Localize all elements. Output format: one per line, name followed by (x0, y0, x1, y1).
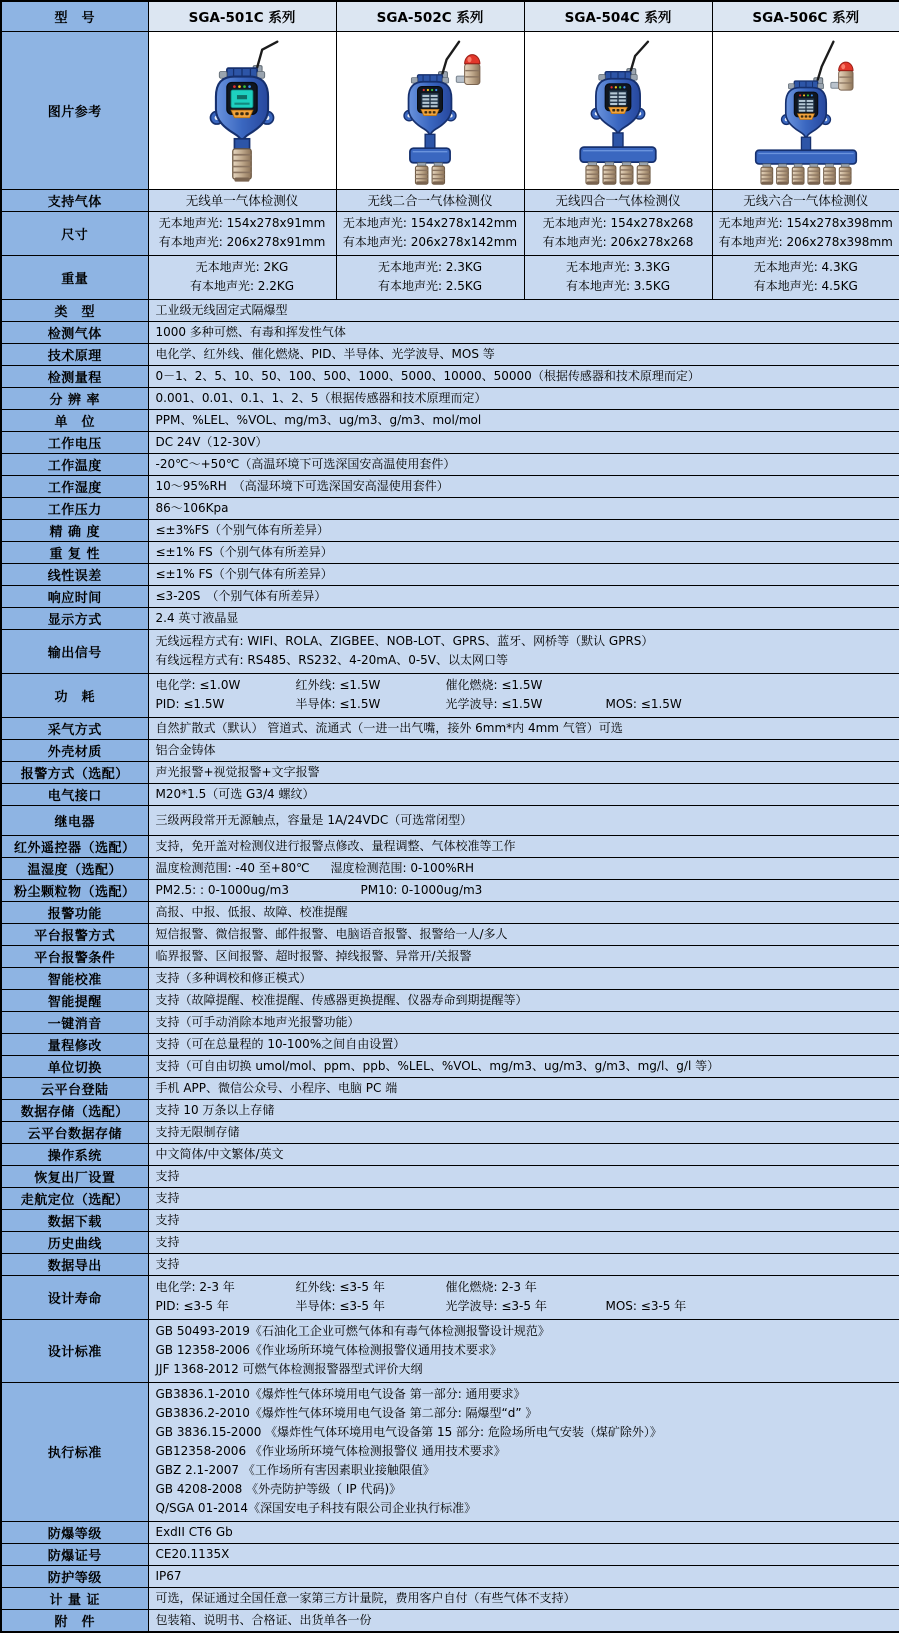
spec-row-label: 分 辨 率 (1, 387, 148, 409)
spec-row-value: 支持 (148, 1187, 899, 1209)
spec-row-value: 支持 10 万条以上存储 (148, 1099, 899, 1121)
spec-row-label: 工作电压 (1, 431, 148, 453)
spec-row-label: 技术原理 (1, 343, 148, 365)
spec-row-label: 温湿度（选配） (1, 857, 148, 879)
spec-row-value: PM2.5: : 0-1000ug/m3 PM10: 0-1000ug/m3 (148, 879, 899, 901)
spec-row-value: -20℃～+50℃（高温环境下可选深国安高温使用套件） (148, 453, 899, 475)
spec-row-label: 采气方式 (1, 717, 148, 739)
gas-row (1, 189, 899, 211)
spec-row-label: 平台报警条件 (1, 945, 148, 967)
spec-row-value: 工业级无线固定式隔爆型 (148, 299, 899, 321)
spec-row-label: 防爆等级 (1, 1521, 148, 1543)
spec-row-value: 支持（故障提醒、校准提醒、传感器更换提醒、仪器寿命到期提醒等） (148, 989, 899, 1011)
model-name-sga-506c: SGA-506C 系列 (712, 1, 899, 31)
spec-row-label: 平台报警方式 (1, 923, 148, 945)
spec-row (1, 321, 899, 343)
weight-row-value: 无本地声光: 3.3KG 有本地声光: 3.5KG (524, 255, 712, 299)
header-row (1, 1, 899, 31)
gas-row-value: 无线四合一气体检测仪 (524, 189, 712, 211)
spec-row-label: 一键消音 (1, 1011, 148, 1033)
spec-row (1, 835, 899, 857)
spec-row-label: 数据导出 (1, 1253, 148, 1275)
spec-row-value: 自然扩散式（默认） 管道式、流通式（一进一出气嘴，接外 6mm*内 4mm 气管）可选 (148, 717, 899, 739)
spec-row (1, 717, 899, 739)
spec-row-label: 数据下载 (1, 1209, 148, 1231)
spec-row (1, 783, 899, 805)
spec-row-value: 0－1、2、5、10、50、100、500、1000、5000、10000、50000（根据传感器和技术原理而定） (148, 365, 899, 387)
product-image-sga-504c (524, 31, 712, 189)
spec-row-value: ≤±1% FS（个别气体有所差异） (148, 541, 899, 563)
spec-row-value: 支持（可自由切换 umol/mol、ppm、ppb、%LEL、%VOL、mg/m3、ug/m3、g/m3、mg/l、g/l 等） (148, 1055, 899, 1077)
spec-row (1, 805, 899, 835)
spec-row-value: 短信报警、微信报警、邮件报警、电脑语音报警、报警给一人/多人 (148, 923, 899, 945)
spec-row (1, 1099, 899, 1121)
spec-row (1, 1033, 899, 1055)
spec-row-value: M20*1.5（可选 G3/4 螺纹） (148, 783, 899, 805)
spec-row-label: 防护等级 (1, 1565, 148, 1587)
size-row-value: 无本地声光: 154x278x91mm 有本地声光: 206x278x91mm (148, 211, 336, 255)
spec-row-value: 三级两段常开无源触点，容量是 1A/24VDC（可选常闭型） (148, 805, 899, 835)
spec-row-value: 支持 (148, 1253, 899, 1275)
gas-row-value: 无线六合一气体检测仪 (712, 189, 899, 211)
spec-row-value: CE20.1135X (148, 1543, 899, 1565)
spec-row-label: 量程修改 (1, 1033, 148, 1055)
spec-row (1, 1077, 899, 1099)
spec-row-value: 电化学: ≤1.0W 红外线: ≤1.5W 催化燃烧: ≤1.5W PID: ≤1.5W 半导体: ≤1.5W 光学波导: ≤1.5W MOS: ≤1.5W (148, 673, 899, 717)
spec-row-value: 可选，保证通过全国任意一家第三方计量院，费用客户自付（有些气体不支持） (148, 1587, 899, 1609)
spec-row (1, 585, 899, 607)
spec-row (1, 629, 899, 673)
spec-row-label: 工作压力 (1, 497, 148, 519)
spec-row (1, 1565, 899, 1587)
spec-row-value: 2.4 英寸液晶显 (148, 607, 899, 629)
spec-row (1, 519, 899, 541)
spec-row-value: 10～95%RH （高湿环境下可选深国安高湿使用套件） (148, 475, 899, 497)
spec-row-label: 响应时间 (1, 585, 148, 607)
spec-row (1, 1209, 899, 1231)
spec-row (1, 1382, 899, 1521)
spec-row-label: 工作湿度 (1, 475, 148, 497)
spec-row (1, 607, 899, 629)
spec-row (1, 563, 899, 585)
spec-row (1, 739, 899, 761)
spec-row-label: 输出信号 (1, 629, 148, 673)
spec-row (1, 1275, 899, 1319)
spec-row (1, 923, 899, 945)
product-image-sga-506c (712, 31, 899, 189)
spec-row-label: 设计寿命 (1, 1275, 148, 1319)
spec-row (1, 673, 899, 717)
spec-row-label: 线性误差 (1, 563, 148, 585)
spec-row (1, 1253, 899, 1275)
spec-row (1, 1187, 899, 1209)
size-row-value: 无本地声光: 154x278x398mm 有本地声光: 206x278x398mm (712, 211, 899, 255)
spec-row-label: 报警方式（选配） (1, 761, 148, 783)
spec-row-label: 精 确 度 (1, 519, 148, 541)
spec-row-value: 高报、中报、低报、故障、校准提醒 (148, 901, 899, 923)
model-name-sga-504c: SGA-504C 系列 (524, 1, 712, 31)
spec-row-label: 电气接口 (1, 783, 148, 805)
spec-row-label: 检测量程 (1, 365, 148, 387)
spec-row-label: 智能校准 (1, 967, 148, 989)
spec-row-value: 铝合金铸体 (148, 739, 899, 761)
size-row (1, 211, 899, 255)
spec-row (1, 1055, 899, 1077)
spec-row-value: GB 50493-2019《石油化工企业可燃气体和有毒气体检测报警设计规范》 GB 12358-2006《作业场所环境气体检测报警仪通用技术要求》 JJF 1368-2012 可燃气体检测报警器型式评价大纲 (148, 1319, 899, 1382)
spec-row-label: 恢复出厂设置 (1, 1165, 148, 1187)
product-image-sga-501c (148, 31, 336, 189)
spec-row (1, 945, 899, 967)
spec-row-label: 功 耗 (1, 673, 148, 717)
model-name-sga-501c: SGA-501C 系列 (148, 1, 336, 31)
spec-row-value: 支持 (148, 1165, 899, 1187)
spec-row-label: 设计标准 (1, 1319, 148, 1382)
spec-row-value: 手机 APP、微信公众号、小程序、电脑 PC 端 (148, 1077, 899, 1099)
spec-row-label: 操作系统 (1, 1143, 148, 1165)
spec-row (1, 879, 899, 901)
spec-row-label: 智能提醒 (1, 989, 148, 1011)
spec-row (1, 409, 899, 431)
gas-detector-illustration (337, 32, 524, 188)
spec-row-label: 重 复 性 (1, 541, 148, 563)
gas-detector-illustration (713, 32, 899, 188)
weight-row (1, 255, 899, 299)
weight-row-value: 无本地声光: 4.3KG 有本地声光: 4.5KG (712, 255, 899, 299)
spec-row (1, 497, 899, 519)
spec-row-label: 红外遥控器（选配） (1, 835, 148, 857)
spec-row-label: 单位切换 (1, 1055, 148, 1077)
spec-row-value: 支持 (148, 1209, 899, 1231)
weight-row-value: 无本地声光: 2.3KG 有本地声光: 2.5KG (336, 255, 524, 299)
spec-row-label: 粉尘颗粒物（选配） (1, 879, 148, 901)
spec-row-label: 类 型 (1, 299, 148, 321)
spec-row (1, 1143, 899, 1165)
gas-row-value: 无线单一气体检测仪 (148, 189, 336, 211)
gas-detector-illustration (525, 32, 712, 188)
spec-row-label: 走航定位（选配） (1, 1187, 148, 1209)
spec-row-label: 数据存储（选配） (1, 1099, 148, 1121)
spec-row-value: IP67 (148, 1565, 899, 1587)
spec-row-label: 继电器 (1, 805, 148, 835)
spec-row-value: ExdII CT6 Gb (148, 1521, 899, 1543)
weight-row-label: 重量 (1, 255, 148, 299)
spec-row-value: 支持，免开盖对检测仪进行报警点修改、量程调整、气体校准等工作 (148, 835, 899, 857)
product-image-sga-502c (336, 31, 524, 189)
spec-row-label: 历史曲线 (1, 1231, 148, 1253)
spec-row-label: 外壳材质 (1, 739, 148, 761)
spec-row-label: 检测气体 (1, 321, 148, 343)
spec-row (1, 541, 899, 563)
spec-row-value: 支持（多种调校和修正模式） (148, 967, 899, 989)
spec-row (1, 857, 899, 879)
gas-row-value: 无线二合一气体检测仪 (336, 189, 524, 211)
spec-row (1, 1121, 899, 1143)
size-row-label: 尺寸 (1, 211, 148, 255)
model-row-label: 型 号 (1, 1, 148, 31)
spec-row-value: 支持（可手动消除本地声光报警功能） (148, 1011, 899, 1033)
spec-row-value: ≤±1% FS（个别气体有所差异） (148, 563, 899, 585)
spec-row-label: 云平台数据存储 (1, 1121, 148, 1143)
spec-row (1, 365, 899, 387)
spec-row-label: 执行标准 (1, 1382, 148, 1521)
spec-row-value: 86～106Kpa (148, 497, 899, 519)
spec-row-value: 中文简体/中文繁体/英文 (148, 1143, 899, 1165)
spec-row (1, 343, 899, 365)
spec-row-label: 显示方式 (1, 607, 148, 629)
spec-row-label: 云平台登陆 (1, 1077, 148, 1099)
spec-row-value: 包装箱、说明书、合格证、出货单各一份 (148, 1609, 899, 1632)
spec-row (1, 967, 899, 989)
image-row-label: 图片参考 (1, 31, 148, 189)
spec-row-value: 支持（可在总量程的 10-100%之间自由设置） (148, 1033, 899, 1055)
spec-row-value: ≤±3%FS（个别气体有所差异） (148, 519, 899, 541)
spec-row (1, 1165, 899, 1187)
spec-row (1, 1543, 899, 1565)
spec-row-label: 防爆证号 (1, 1543, 148, 1565)
spec-row-value: 温度检测范围: -40 至+80℃ 湿度检测范围: 0-100%RH (148, 857, 899, 879)
spec-row-value: 电化学、红外线、催化燃烧、PID、半导体、光学波导、MOS 等 (148, 343, 899, 365)
spec-row (1, 387, 899, 409)
spec-row-value: 声光报警+视觉报警+文字报警 (148, 761, 899, 783)
spec-row (1, 1011, 899, 1033)
model-name-sga-502c: SGA-502C 系列 (336, 1, 524, 31)
spec-row (1, 901, 899, 923)
spec-row (1, 299, 899, 321)
spec-row-value: 1000 多种可燃、有毒和挥发性气体 (148, 321, 899, 343)
spec-row (1, 431, 899, 453)
spec-row-value: ≤3-20S （个别气体有所差异） (148, 585, 899, 607)
spec-row (1, 1609, 899, 1632)
gas-row-label: 支持气体 (1, 189, 148, 211)
spec-row-label: 单 位 (1, 409, 148, 431)
spec-row-value: 支持 (148, 1231, 899, 1253)
weight-row-value: 无本地声光: 2KG 有本地声光: 2.2KG (148, 255, 336, 299)
spec-row-value: 电化学: 2-3 年 红外线: ≤3-5 年 催化燃烧: 2-3 年 PID: ≤3-5 年 半导体: ≤3-5 年 光学波导: ≤3-5 年 MOS: ≤3-5 年 (148, 1275, 899, 1319)
spec-row-label: 报警功能 (1, 901, 148, 923)
spec-row-label: 计 量 证 (1, 1587, 148, 1609)
spec-row (1, 989, 899, 1011)
spec-row-label: 工作温度 (1, 453, 148, 475)
spec-row-value: 无线远程方式有: WIFI、ROLA、ZIGBEE、NOB-LOT、GPRS、蓝牙、网桥等（默认 GPRS） 有线远程方式有: RS485、RS232、4-20mA、0-5V、以太网口等 (148, 629, 899, 673)
spec-row-value: 0.001、0.01、0.1、1、2、5（根据传感器和技术原理而定） (148, 387, 899, 409)
spec-row (1, 453, 899, 475)
gas-detector-illustration (149, 32, 336, 188)
spec-row (1, 475, 899, 497)
spec-row-value: GB3836.1-2010《爆炸性气体环境用电气设备 第一部分: 通用要求》 GB3836.2-2010《爆炸性气体环境用电气设备 第二部分: 隔爆型“d” 》 GB 3836.15-2000 《爆炸性气体环境用电气设备第 15 部分: 危险场所电气安装（煤矿除外）》 GB12358-2006 《作业场所环境气体检测报警仪 通用技术要求》 GBZ 2.1-2007 《工作场所有害因素职业接触限值》 GB 4208-2008 《外壳防护等级（ IP 代码)》 Q/SGA 01-2014《深国安电子科技有限公司企业执行标准》 (148, 1382, 899, 1521)
spec-row (1, 761, 899, 783)
spec-row-value: 临界报警、区间报警、超时报警、掉线报警、异常开/关报警 (148, 945, 899, 967)
image-row (1, 31, 899, 189)
spec-row (1, 1231, 899, 1253)
spec-row (1, 1521, 899, 1543)
spec-row-value: 支持无限制存储 (148, 1121, 899, 1143)
size-row-value: 无本地声光: 154x278x268 有本地声光: 206x278x268 (524, 211, 712, 255)
spec-row (1, 1319, 899, 1382)
size-row-value: 无本地声光: 154x278x142mm 有本地声光: 206x278x142mm (336, 211, 524, 255)
spec-row (1, 1587, 899, 1609)
spec-row-value: DC 24V（12-30V） (148, 431, 899, 453)
spec-row-value: PPM、%LEL、%VOL、mg/m3、ug/m3、g/m3、mol/mol (148, 409, 899, 431)
spec-row-label: 附 件 (1, 1609, 148, 1632)
